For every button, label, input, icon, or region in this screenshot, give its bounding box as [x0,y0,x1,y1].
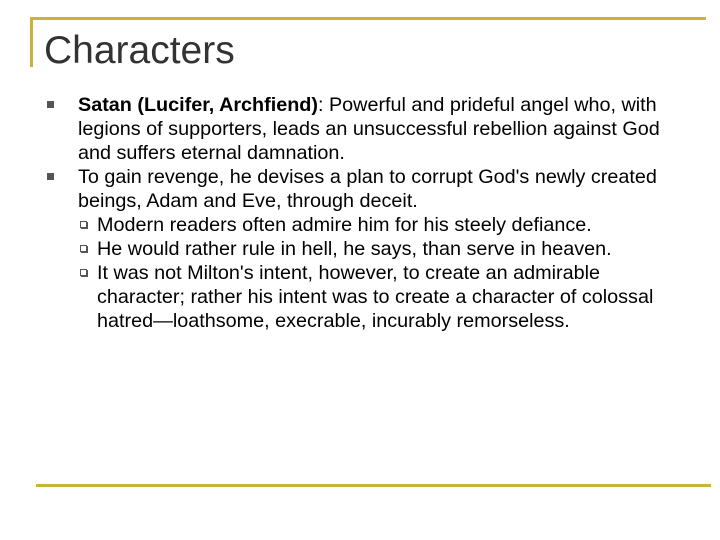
left-border-line [30,17,33,67]
filled-square-icon [47,173,54,180]
hollow-square-icon [80,221,87,228]
sub-bullet-item [40,213,690,237]
top-border-line [30,17,706,20]
hollow-square-icon [80,245,87,252]
bullet-item [40,165,690,213]
hollow-square-icon [80,269,87,276]
sub-bullet-text: He would rather rule in hell, he says, than serve in heaven. [97,238,612,260]
slide-body [40,93,690,333]
bullet-lead-text: Satan (Lucifer, Archfiend) [78,94,318,116]
sub-bullet-text: Modern readers often admire him for his steely defiance. [97,214,592,236]
bullet-item [40,93,690,165]
filled-square-icon [47,101,54,108]
sub-bullet-item [40,237,690,261]
sub-bullet-text: It was not Milton's intent, however, to create an admirable character; rather his intent was to create a character of colossal hatred—loathsome, execrable, incurably remorseless. [97,262,654,332]
bullet-text: : Powerful and prideful angel who, with legions of supporters, leads an unsuccessful rebellion against God and suffers eternal damnation. [78,94,660,164]
sub-bullet-item [40,261,690,333]
bullet-text: To gain revenge, he devises a plan to corrupt God's newly created beings, Adam and Eve, through deceit. [78,166,657,212]
slide-title: Characters [44,29,235,72]
bottom-border-line [36,484,711,487]
